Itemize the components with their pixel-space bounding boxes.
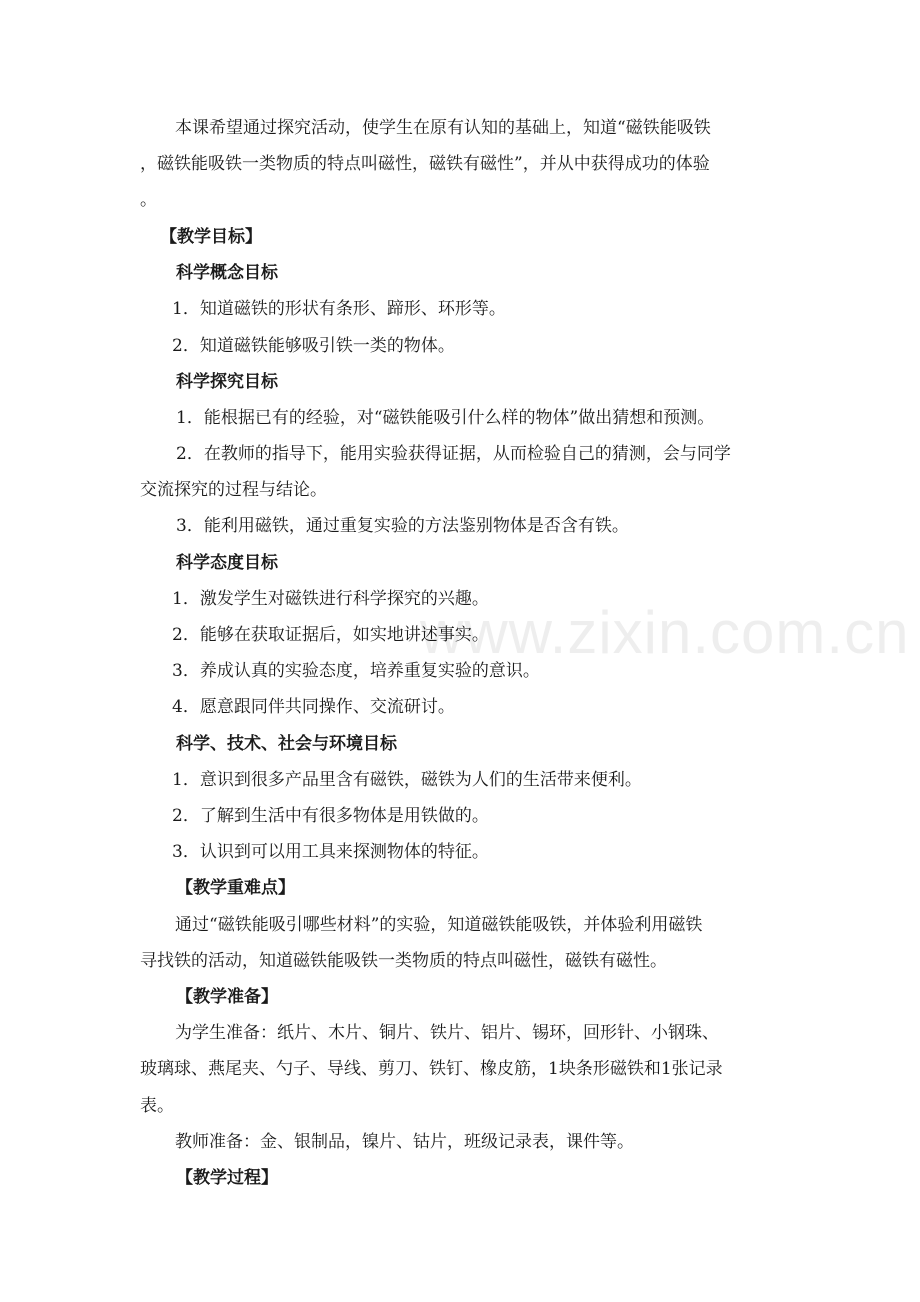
inquiry-goal-item: 1．能根据已有的经验，对“磁铁能吸引什么样的物体”做出猜想和预测。 — [176, 408, 715, 428]
inquiry-goal-item-continued: 交流探究的过程与结论。 — [140, 480, 327, 500]
inquiry-goal-item: 2．在教师的指导下，能用实验获得证据，从而检验自己的猜测，会与同学 — [176, 444, 731, 464]
intro-line-3: 。 — [140, 190, 157, 210]
prep-teacher-line: 教师准备：金、银制品，镍片、钴片，班级记录表，课件等。 — [175, 1132, 634, 1152]
sts-goals-title: 科学、技术、社会与环境目标 — [176, 734, 397, 754]
sts-goal-item: 2．了解到生活中有很多物体是用铁做的。 — [172, 806, 489, 826]
keypoints-line-1: 通过“磁铁能吸引哪些材料”的实验，知道磁铁能吸铁，并体验利用磁铁 — [175, 915, 703, 935]
attitude-goal-item: 4．愿意跟同伴共同操作、交流研讨。 — [172, 697, 455, 717]
intro-line-1: 本课希望通过探究活动，使学生在原有认知的基础上，知道“磁铁能吸铁 — [175, 118, 711, 138]
watermark: www.zixin.com.cn — [420, 599, 910, 666]
attitude-goals-title: 科学态度目标 — [176, 553, 278, 573]
keypoints-line-2: 寻找铁的活动，知道磁铁能吸铁一类物质的特点叫磁性，磁铁有磁性。 — [140, 951, 667, 971]
attitude-goal-item: 3．养成认真的实验态度，培养重复实验的意识。 — [172, 661, 540, 681]
attitude-goal-item: 1．激发学生对磁铁进行科学探究的兴趣。 — [172, 589, 489, 609]
process-heading: 【教学过程】 — [176, 1168, 278, 1188]
prep-heading: 【教学准备】 — [176, 987, 278, 1007]
goals-heading: 【教学目标】 — [160, 227, 262, 247]
keypoints-heading: 【教学重难点】 — [176, 878, 295, 898]
concept-goal-item: 1．知道磁铁的形状有条形、蹄形、环形等。 — [172, 299, 506, 319]
concept-goal-item: 2．知道磁铁能够吸引铁一类的物体。 — [172, 336, 455, 356]
prep-student-line-2: 玻璃球、燕尾夹、勺子、导线、剪刀、铁钉、橡皮筋，1块条形磁铁和1张记录 — [140, 1059, 723, 1079]
inquiry-goals-title: 科学探究目标 — [176, 372, 278, 392]
sts-goal-item: 3．认识到可以用工具来探测物体的特征。 — [172, 842, 489, 862]
prep-student-line-3: 表。 — [140, 1096, 174, 1116]
inquiry-goal-item: 3．能利用磁铁，通过重复实验的方法鉴别物体是否含有铁。 — [176, 516, 629, 536]
intro-line-2: ，磁铁能吸铁一类物质的特点叫磁性，磁铁有磁性”，并从中获得成功的体验 — [140, 154, 710, 174]
sts-goal-item: 1．意识到很多产品里含有磁铁，磁铁为人们的生活带来便利。 — [172, 770, 642, 790]
prep-student-line-1: 为学生准备：纸片、木片、铜片、铁片、铝片、锡环，回形针、小钢珠、 — [175, 1023, 719, 1043]
attitude-goal-item: 2．能够在获取证据后，如实地讲述事实。 — [172, 625, 489, 645]
concept-goals-title: 科学概念目标 — [176, 263, 278, 283]
